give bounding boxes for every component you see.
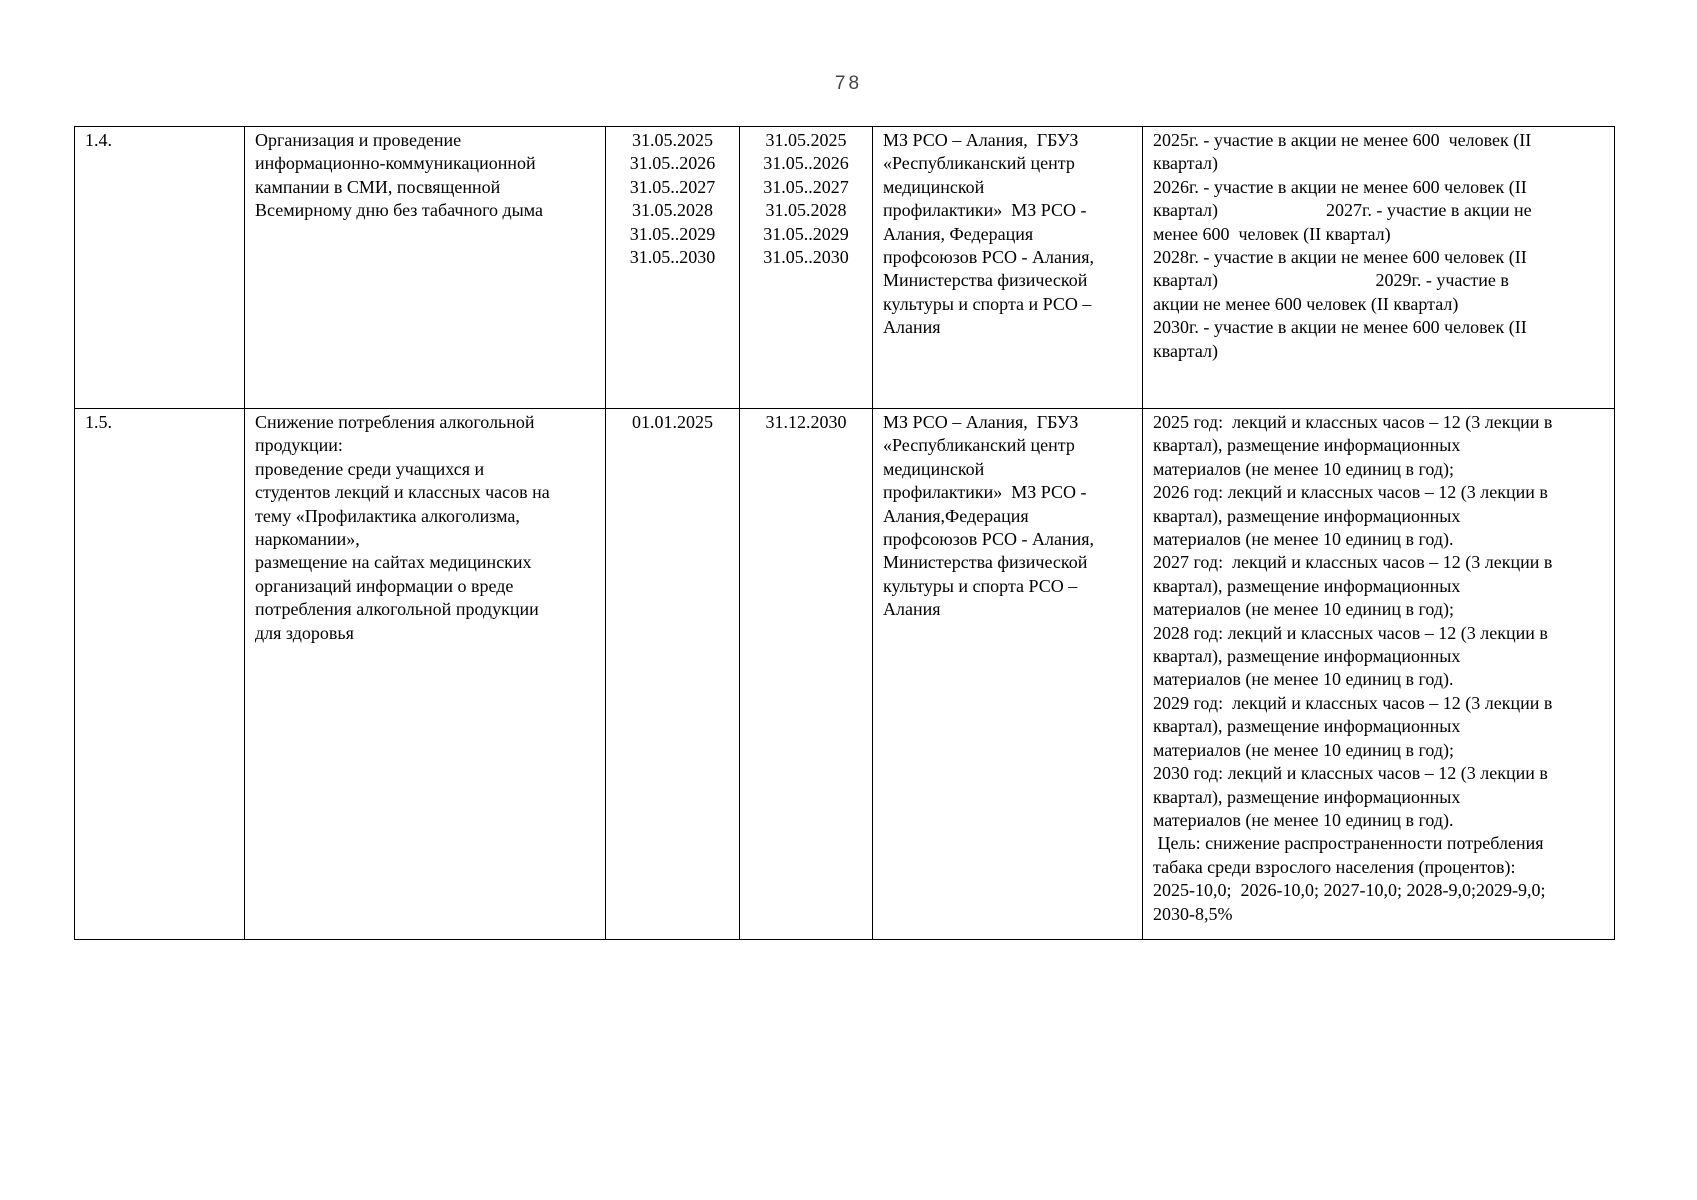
activity-line: кампании в СМИ, посвященной — [255, 176, 501, 197]
activity-line: наркомании», — [255, 529, 360, 550]
result-cell — [1143, 409, 1615, 940]
result-line: 2025 год: лекций и классных часов – 12 (3 лекции в — [1153, 412, 1553, 432]
start-date: 31.05..2027 — [629, 176, 716, 197]
responsible-line: Министерства физической — [883, 270, 1088, 291]
page-number: 78 — [834, 73, 863, 94]
start-date-cell — [606, 409, 740, 940]
result-line: 2027 год: лекций и классных часов – 12 (3 лекции в — [1153, 552, 1553, 573]
responsible-cell — [873, 127, 1143, 409]
result-line: квартал), размещение информационных — [1153, 786, 1461, 807]
row-number: 1.5. — [85, 412, 112, 432]
responsible-line: профсоюзов РСО - Алания, — [883, 247, 1094, 268]
result-line: 2026г. - участие в акции не менее 600 человек (II — [1153, 176, 1527, 197]
end-date: 31.05..2026 — [763, 153, 849, 174]
activity-line: Всемирному дню без табачного дыма — [255, 200, 544, 221]
result-line: квартал), размещение информационных — [1153, 435, 1461, 456]
responsible-line: профилактики» МЗ РСО - — [883, 482, 1087, 503]
responsible-line: «Республиканский центр — [883, 435, 1075, 456]
activity-line: продукции: — [255, 435, 343, 456]
result-line: табака среди взрослого населения (процентов): — [1153, 856, 1516, 877]
end-date-cell — [740, 127, 873, 409]
result-cell — [1143, 127, 1615, 409]
activity-cell — [245, 127, 606, 409]
activity-line: организаций информации о вреде — [255, 575, 514, 596]
responsible-line: культуры и спорта РСО – — [883, 575, 1078, 596]
row-number-cell — [75, 127, 245, 409]
result-line: 2025г. - участие в акции не менее 600 человек (II — [1153, 130, 1532, 150]
start-date: 01.01.2025 — [632, 412, 713, 432]
responsible-line: культуры и спорта и РСО – — [883, 293, 1092, 314]
result-line: материалов (не менее 10 единиц в год). — [1153, 669, 1454, 690]
table-row — [75, 127, 1615, 409]
responsible-line: МЗ РСО – Алания, ГБУЗ — [883, 412, 1079, 432]
result-line: квартал) 2029г. - участие в — [1153, 270, 1509, 291]
responsible-line: профилактики» МЗ РСО - — [883, 200, 1087, 221]
activity-line: Снижение потребления алкогольной — [255, 412, 535, 432]
result-line: квартал), размещение информационных — [1153, 575, 1461, 596]
result-line: материалов (не менее 10 единиц в год); — [1153, 739, 1455, 760]
result-line: 2028г. - участие в акции не менее 600 человек (II — [1153, 247, 1527, 268]
activity-line: информационно-коммуникационной — [255, 153, 536, 174]
result-line: 2029 год: лекций и классных часов – 12 (3 лекции в — [1153, 692, 1553, 713]
activity-line: размещение на сайтах медицинских — [255, 552, 532, 573]
responsible-line: медицинской — [883, 458, 985, 479]
responsible-line: медицинской — [883, 176, 985, 197]
activity-line: тему «Профилактика алкоголизма, — [255, 505, 520, 526]
end-date: 31.12.2030 — [765, 412, 847, 432]
result-line: 2030 год: лекций и классных часов – 12 (3 лекции в — [1153, 763, 1548, 784]
start-date: 31.05..2030 — [629, 247, 716, 268]
result-line: квартал), размещение информационных — [1153, 505, 1461, 526]
result-line: квартал), размещение информационных — [1153, 716, 1461, 737]
result-line: материалов (не менее 10 единиц в год). — [1153, 529, 1454, 550]
activity-line: потребления алкогольной продукции — [255, 599, 539, 620]
start-date: 31.05..2026 — [629, 153, 716, 174]
table-row — [75, 409, 1615, 940]
responsible-line: «Республиканский центр — [883, 153, 1075, 174]
result-line: материалов (не менее 10 единиц в год); — [1153, 458, 1455, 479]
result-line: акции не менее 600 человек (II квартал) — [1153, 293, 1459, 314]
responsible-line: Алания — [883, 317, 941, 338]
responsible-line: Министерства физической — [883, 552, 1088, 573]
start-date: 31.05.2028 — [632, 200, 713, 221]
result-line: 2030-8,5% — [1153, 903, 1233, 924]
activity-line: студентов лекций и классных часов на — [255, 482, 550, 503]
end-date: 31.05..2029 — [763, 223, 849, 244]
row-number: 1.4. — [85, 130, 112, 150]
row-number-cell — [75, 409, 245, 940]
result-line: 2026 год: лекций и классных часов – 12 (3 лекции в — [1153, 482, 1548, 503]
start-date: 31.05.2025 — [632, 130, 713, 150]
activity-line: проведение среди учащихся и — [255, 458, 485, 479]
result-line: квартал) 2027г. - участие в акции не — [1153, 200, 1532, 221]
activity-cell — [245, 409, 606, 940]
activity-line: Организация и проведение — [255, 130, 462, 150]
result-line: 2028 год: лекций и классных часов – 12 (3 лекции в — [1153, 622, 1548, 643]
end-date: 31.05..2027 — [763, 176, 849, 197]
result-line: 2030г. - участие в акции не менее 600 человек (II — [1153, 317, 1527, 338]
end-date-cell — [740, 409, 873, 940]
result-line: квартал) — [1153, 153, 1218, 174]
responsible-line: Алания, Федерация — [883, 223, 1034, 244]
result-line: квартал) — [1153, 340, 1218, 361]
result-line: материалов (не менее 10 единиц в год). — [1153, 809, 1454, 830]
responsible-cell — [873, 409, 1143, 940]
result-line: материалов (не менее 10 единиц в год); — [1153, 599, 1455, 620]
result-line: 2025-10,0; 2026-10,0; 2027-10,0; 2028-9,0;2029-9,0; — [1153, 880, 1546, 901]
plan-table — [74, 126, 1615, 940]
end-date: 31.05.2025 — [765, 130, 847, 150]
responsible-line: МЗ РСО – Алания, ГБУЗ — [883, 130, 1079, 150]
result-line: Цель: снижение распространенности потребления — [1153, 833, 1544, 854]
responsible-line: Алания,Федерация — [883, 505, 1029, 526]
result-line: менее 600 человек (II квартал) — [1153, 223, 1391, 244]
activity-line: для здоровья — [255, 622, 354, 643]
result-line: квартал), размещение информационных — [1153, 646, 1461, 667]
start-date: 31.05..2029 — [629, 223, 716, 244]
responsible-line: Алания — [883, 599, 941, 620]
responsible-line: профсоюзов РСО - Алания, — [883, 529, 1094, 550]
end-date: 31.05.2028 — [765, 200, 847, 221]
start-date-cell — [606, 127, 740, 409]
end-date: 31.05..2030 — [763, 247, 849, 268]
